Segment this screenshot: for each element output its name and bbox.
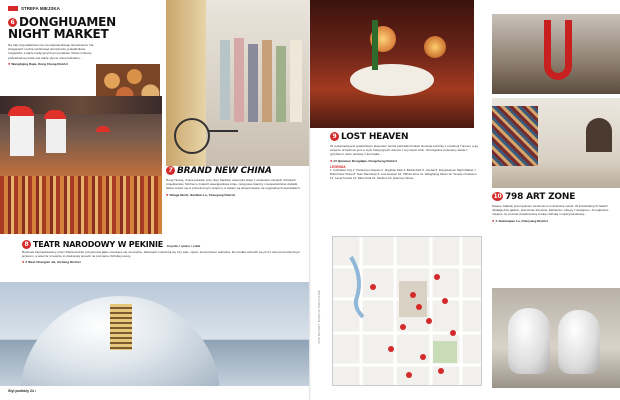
teatr-address — [22, 260, 306, 264]
dome-glass-curtain — [110, 304, 132, 350]
brand-new-china-title — [166, 166, 306, 176]
lost-heaven-address — [330, 159, 478, 163]
bicycle-frame — [208, 130, 238, 132]
right-page — [310, 0, 620, 400]
vendor-hat — [96, 126, 110, 132]
city-map[interactable] — [332, 236, 482, 386]
dining-table — [350, 64, 434, 96]
art-zone-address — [492, 219, 616, 223]
address-text: 2 West Chang'an Jie, Xicheng District — [25, 260, 81, 265]
bicycle-wheel — [174, 118, 210, 154]
vendor-figure — [46, 119, 66, 153]
map-legend: 1. Forbidden City 2. Tiananmen Square 3. Jingshan Park 4. Beihai Park 5. Houhai 6. Donghuamen Night Market 7. Brand New China 8. Teatr Narodowy 9. Lost Heaven 10. 798 Art Zone 11. Wangfujing Street 12. Temple of Heaven 13. Lama Temple 14. Ritan Park 15. Sanlitun 16. Qianmen Street — [330, 167, 477, 180]
sculpture-figure — [508, 308, 550, 374]
night-market-photo — [0, 96, 162, 234]
mural — [492, 106, 538, 166]
location-pin-icon: ● — [166, 191, 169, 197]
address-text: Wangfujing Dajie, Dong Cheng District — [11, 61, 69, 66]
garment — [220, 40, 230, 120]
donghuamen-body: Na cały targ właściwie nie ma odpowiedniego tłumaczenia. Na straganach można spróbować skorpionów, jedwabników, rozgwiazd, a także tradycyjnych przysmaków. Obok rozkoszy podniebienia czeka nas także słynne show kulinarne... — [8, 43, 94, 60]
restaurant-photo — [310, 0, 474, 128]
title-text: 798 ART ZONE — [505, 192, 576, 202]
art-zone-body: Dawne zakłady przemysłowe zamieniono w dzielnicę sztuki. W industrialnych halach działają dziś galerie, pracownie artystów, kawiarnie i sklepy z designem. To najlepsze miejsce, by poznać współczesną sztukę chińską i międzynarodową... — [492, 204, 609, 217]
flower-stem — [372, 20, 378, 70]
vendor-figure — [10, 116, 34, 156]
teatr-article — [22, 240, 306, 265]
garment — [262, 40, 272, 122]
vendor-hat — [44, 110, 66, 119]
section-label — [8, 6, 60, 11]
article-number-badge: 7 — [166, 166, 175, 175]
location-pin-icon: ● — [8, 60, 11, 66]
brand-new-china-article — [166, 166, 306, 197]
teatr-title-tail: Kopuła z tytanu i szkła — [167, 244, 201, 248]
skewer-stall — [0, 176, 162, 234]
garment — [290, 40, 302, 122]
lost-heaven-title — [330, 132, 478, 142]
lost-heaven-article — [330, 132, 478, 180]
gallery-photo — [492, 98, 620, 188]
art-zone-street-photo — [492, 14, 620, 94]
location-pin-icon: ● — [22, 259, 25, 265]
hanging-lamp — [424, 36, 446, 58]
location-pin-icon: ● — [330, 157, 333, 163]
garment — [248, 44, 258, 122]
art-zone-title — [492, 192, 616, 202]
red-sculpture — [544, 20, 572, 80]
boutique-photo — [166, 0, 310, 166]
donghuamen-address — [8, 62, 96, 66]
article-number-badge: 9 — [330, 132, 339, 141]
address-text: Village North, Sanlitun Lu, Chaoyang District — [169, 192, 236, 197]
map-svg — [333, 237, 482, 386]
title-line-2: NIGHT MARKET — [8, 27, 109, 41]
gallery-arch — [586, 118, 612, 152]
brand-new-china-address — [166, 193, 306, 197]
sculpture-figure — [558, 310, 600, 374]
photo-credit: SOS NATURY ZDJĘCIA PHOTOLINK — [318, 290, 321, 344]
title-text: LOST HEAVEN — [341, 132, 409, 142]
brand-new-china-body: Hong Huang, znana pisarka, przy ulicy Sanlitun otworzyła sklep z ubraniami młodych chińskich projektantów. Można tu znaleźć awangardowe kroje, nietypowe tkaniny i niepowtarzalne dodatki. Sklep mieści się w przestronnym wnętrzu, a towary są eksponowane na oryginalnych wieszakach... — [166, 178, 303, 191]
garment — [276, 46, 286, 122]
address-text: 23 Qianmen Dongdajie, Dongcheng District — [333, 158, 398, 163]
section-marker-icon — [8, 6, 18, 11]
article-number-badge: 10 — [493, 192, 502, 200]
theatre-photo — [0, 282, 310, 386]
address-text: 4 Jiuxianqiao Lu, Chaoyang District — [495, 218, 548, 223]
teatr-heading-row — [22, 240, 306, 249]
garment — [234, 38, 244, 122]
title-text: TEATR NARODOWY W PEKINIE — [33, 240, 164, 249]
title-text: BRAND NEW CHINA — [177, 166, 272, 176]
article-number-badge: 6 — [8, 18, 17, 27]
donghuamen-article — [8, 16, 156, 66]
title-line-1: DONGHUAMEN — [19, 15, 116, 29]
vendor-hat — [8, 106, 34, 116]
page-footer: Styl podróży 24 • — [8, 389, 37, 393]
art-zone-article — [492, 192, 616, 223]
legend-title: LEGENDA — [330, 164, 346, 169]
sculptures-photo — [492, 288, 620, 388]
teatr-title — [22, 240, 163, 249]
location-pin-icon: ● — [492, 217, 495, 223]
lost-heaven-body: Ta restauracja jest prawdziwym klejnotem wśród pekinskich lokali. Serwuje kuchnię z prowincji Yunnan, a jej wnętrze urządzone jest w stylu tradycyjnych domów z tej części Chin. Szczególnie polecamy dania z grzybami i ostre potrawy z kurczaka... — [330, 144, 478, 157]
section-label-text: STREFA MIEJSKA — [21, 6, 60, 11]
article-number-badge: 8 — [22, 240, 31, 249]
teatr-body: Budynek zaprojektowany przez Paula Andreu przypomina jajko unoszące się na wodzie. Wewnątrz mieszczą się trzy sale: opera, koncertowa i teatralna. Do środka wchodzi się przez tunel pod sztucznym jeziorem, a wieczór w teatrze to doskonały sposób na poznanie chińskiej sceny. — [22, 250, 301, 259]
